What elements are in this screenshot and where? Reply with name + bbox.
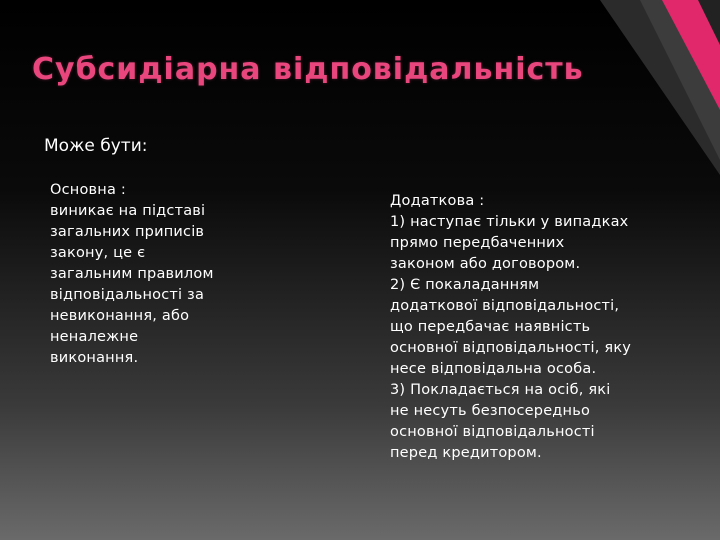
right-line: 1) наступає тільки у випадках bbox=[390, 214, 629, 230]
slide-title: Субсидіарна відповідальність bbox=[32, 52, 584, 87]
right-line: що передбачає наявність bbox=[390, 319, 591, 335]
right-column bbox=[390, 191, 631, 464]
intro-text: Може бути: bbox=[44, 136, 148, 156]
decorative-corner-shapes bbox=[0, 0, 720, 200]
right-line: Додаткова : bbox=[390, 193, 485, 209]
left-line: закону, це є bbox=[50, 245, 146, 261]
right-line: несе відповідальна особа. bbox=[390, 361, 597, 377]
right-line: основної відповідальності, яку bbox=[390, 340, 632, 356]
right-line: законом або договором. bbox=[390, 256, 581, 272]
right-line: прямо передбаченних bbox=[390, 235, 565, 251]
left-line: Основна : bbox=[50, 182, 126, 198]
left-line: виконання. bbox=[50, 350, 139, 366]
right-line: додаткової відповідальності, bbox=[390, 298, 620, 314]
left-line: загальним правилом bbox=[50, 266, 214, 282]
right-line: не несуть безпосередньо bbox=[390, 403, 591, 419]
left-line: неналежне bbox=[50, 329, 139, 345]
right-line: основної відповідальності bbox=[390, 424, 595, 440]
left-column bbox=[50, 180, 214, 369]
right-line: перед кредитором. bbox=[390, 445, 542, 461]
left-line: невиконання, або bbox=[50, 308, 190, 324]
right-line: 2) Є покаладанням bbox=[390, 277, 540, 293]
left-line: загальних приписів bbox=[50, 224, 205, 240]
left-line: виникає на підставі bbox=[50, 203, 206, 219]
right-line: 3) Покладається на осіб, які bbox=[390, 382, 611, 398]
left-line: відповідальності за bbox=[50, 287, 205, 303]
